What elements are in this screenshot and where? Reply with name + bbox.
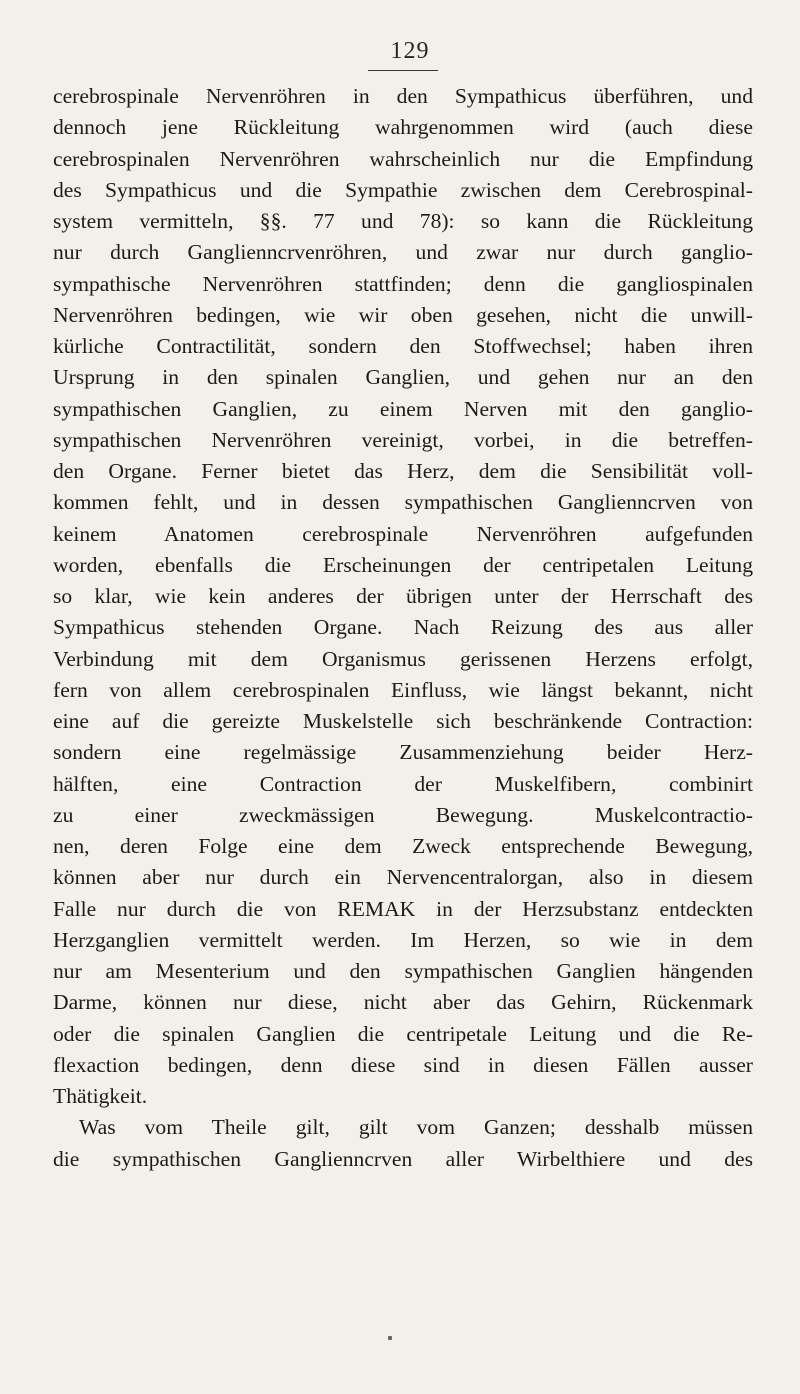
text-line: nen, deren Folge eine dem Zweck entsprechende Bewegung,	[53, 834, 753, 858]
ink-speck	[388, 1336, 392, 1340]
text-line: nur durch Ganglienncrvenröhren, und zwar nur durch ganglio-	[53, 240, 753, 265]
page-number-underline	[368, 70, 438, 71]
text-line: sympathischen Nervenröhren vereinigt, vorbei, in die betreffen-	[53, 427, 753, 452]
text-line: Darme, können nur diese, nicht aber das Gehirn, Rückenmark	[53, 990, 753, 1015]
text-line: Sympathicus stehenden Organe. Nach Reizung des aus aller	[53, 615, 753, 640]
text-line: oder die spinalen Ganglien die centripetale Leitung und die Re-	[53, 1021, 753, 1046]
text-line: Verbindung mit dem Organismus gerissenen Herzens erfolgt,	[53, 646, 753, 671]
text-line: können aber nur durch ein Nervencentralorgan, also in diesem	[53, 865, 753, 890]
text-line: fern von allem cerebrospinalen Einfluss, wie längst bekannt, nicht	[53, 677, 753, 702]
text-line: system vermitteln, §§. 77 und 78): so kann die Rückleitung	[53, 209, 753, 233]
text-line: Nervenröhren bedingen, wie wir oben gesehen, nicht die unwill-	[53, 302, 753, 327]
text-line: die sympathischen Ganglienncrven aller Wirbelthiere und des	[53, 1146, 753, 1171]
text-line: cerebrospinale Nervenröhren in den Sympathicus überführen, und	[53, 84, 753, 108]
text-line: sympathischen Ganglien, zu einem Nerven mit den ganglio-	[53, 396, 753, 421]
text-line: kürliche Contractilität, sondern den Stoffwechsel; haben ihren	[53, 334, 753, 358]
text-line: Thätigkeit.	[53, 1084, 148, 1108]
text-line: des Sympathicus und die Sympathie zwischen dem Cerebrospinal-	[53, 177, 753, 202]
text-line: den Organe. Ferner bietet das Herz, dem die Sensibilität voll-	[53, 459, 753, 483]
text-line: keinem Anatomen cerebrospinale Nervenröhren aufgefunden	[53, 521, 753, 546]
page-number: 129	[390, 38, 430, 64]
text-line: sympathische Nervenröhren stattfinden; denn die gangliospinalen	[53, 271, 753, 296]
text-line: cerebrospinalen Nervenröhren wahrscheinlich nur die Empfindung	[53, 146, 753, 171]
text-line: zu einer zweckmässigen Bewegung. Muskelcontractio-	[53, 802, 753, 827]
text-line: so klar, wie kein anderes der übrigen unter der Herrschaft des	[53, 584, 753, 608]
text-line: worden, ebenfalls die Erscheinungen der centripetalen Leitung	[53, 552, 753, 577]
body-text	[53, 81, 753, 1175]
text-line: eine auf die gereizte Muskelstelle sich beschränkende Contraction:	[53, 709, 753, 733]
text-line: dennoch jene Rückleitung wahrgenommen wird (auch diese	[53, 115, 753, 140]
text-line: hälften, eine Contraction der Muskelfibern, combinirt	[53, 771, 753, 796]
text-line: sondern eine regelmässige Zusammenziehung beider Herz-	[53, 740, 753, 765]
text-line: nur am Mesenterium und den sympathischen Ganglien hängenden	[53, 959, 753, 983]
text-line: Herzganglien vermittelt werden. Im Herzen, so wie in dem	[53, 927, 753, 952]
text-line: Falle nur durch die von REMAK in der Herzsubstanz entdeckten	[53, 896, 753, 921]
text-line: kommen fehlt, und in dessen sympathischen Ganglienncrven von	[53, 490, 753, 515]
text-line: Ursprung in den spinalen Ganglien, und gehen nur an den	[53, 365, 753, 390]
text-line: flexaction bedingen, denn diese sind in diesen Fällen ausser	[53, 1052, 753, 1077]
paragraph-start-line: Was vom Theile gilt, gilt vom Ganzen; desshalb müssen	[79, 1115, 753, 1140]
